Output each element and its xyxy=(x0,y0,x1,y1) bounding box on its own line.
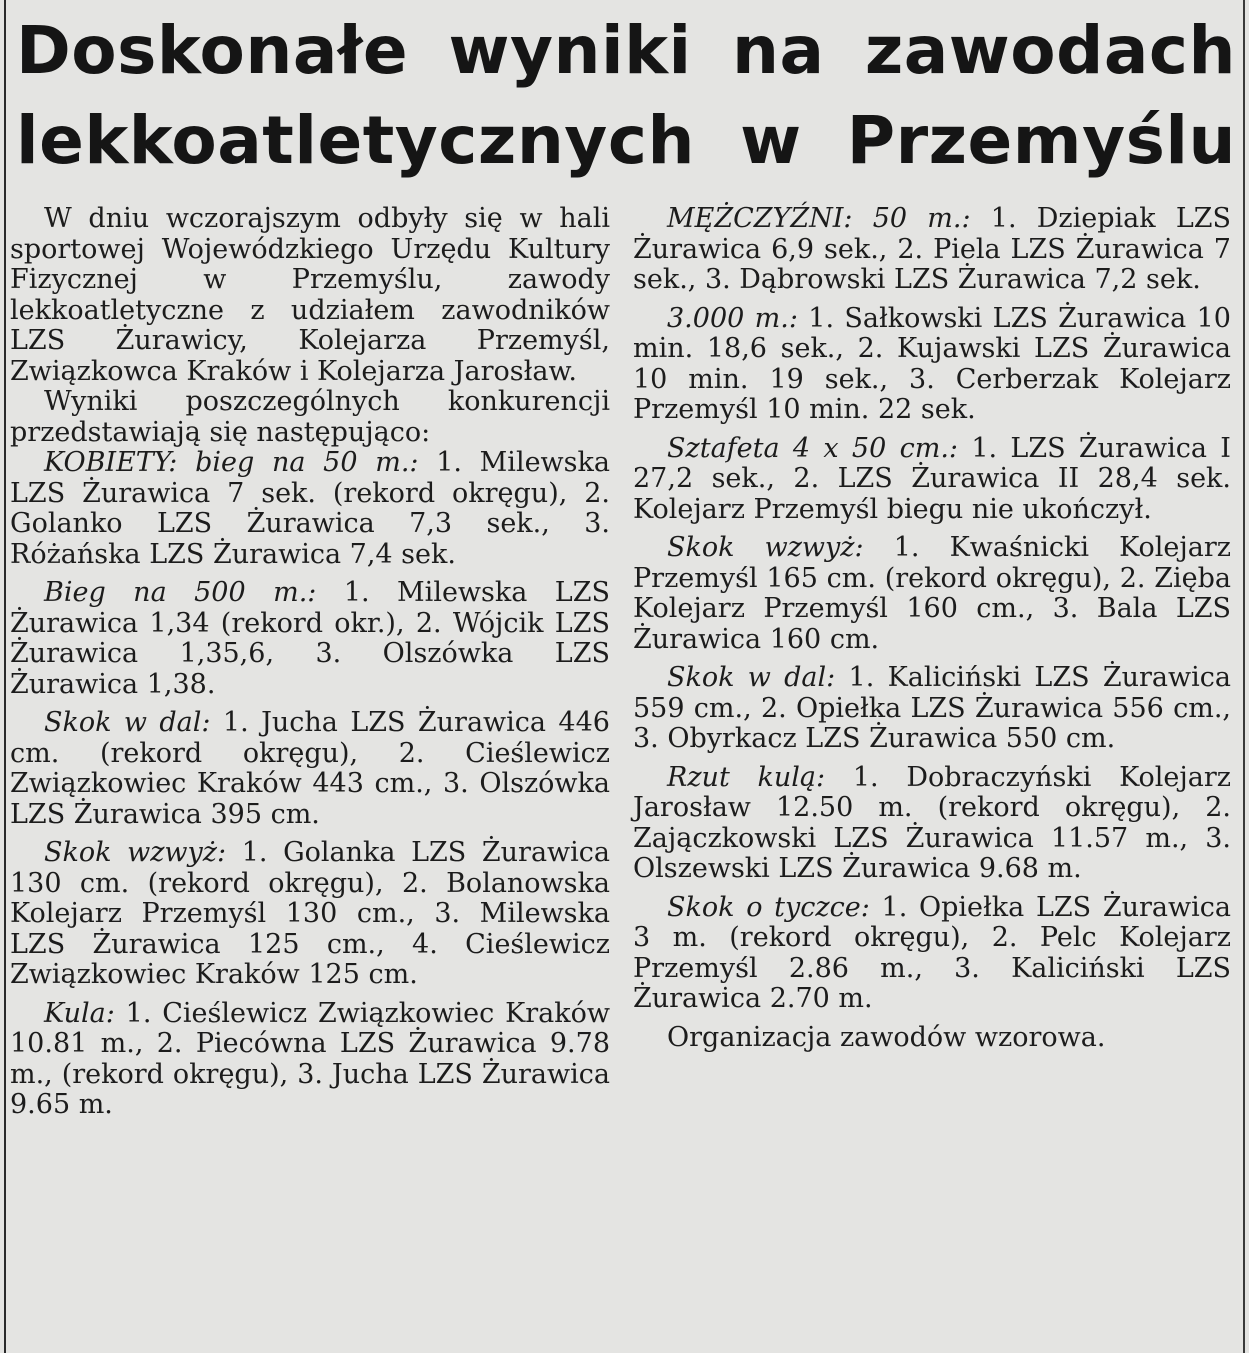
paragraph-text: 1. Golanka LZS Żurawica 130 cm. (rekord okręgu), 2. Bolanowska Kolejarz Przemyśl 130 cm., 3. Milewska LZS Żurawica 125 cm., 4. Cieślewicz Związkowiec Kraków 125 cm. xyxy=(10,837,611,990)
paragraph-text: 1. Milewska LZS Żurawica 1,34 (rekord okr.), 2. Wójcik LZS Żurawica 1,35,6, 3. Olszówka LZS Żurawica 1,38. xyxy=(10,577,610,700)
paragraph-text: 1. Dziepiak LZS Żurawica 6,9 sek., 2. Piela LZS Żurawica 7 sek., 3. Dąbrowski LZS Żurawica 7,2 sek. xyxy=(633,203,1232,295)
section-label: KOBIETY: bieg na 50 m.: xyxy=(44,447,419,478)
men-shot-put-results xyxy=(633,763,1231,885)
women-500m-results xyxy=(10,578,610,700)
section-label: Skok w dal: xyxy=(667,662,836,693)
paragraph-text: 1. Jucha LZS Żurawica 446 cm. (rekord okręgu), 2. Cieślewicz Związkowiec Kraków 443 cm., 3. Olszówka LZS Żurawica 395 cm. xyxy=(10,707,610,830)
men-long-jump-results xyxy=(633,663,1231,755)
intro-paragraph xyxy=(10,204,610,387)
closing-paragraph xyxy=(633,1023,1231,1054)
right-column xyxy=(633,204,1231,1061)
women-50m-results xyxy=(10,448,610,570)
men-pole-vault-results xyxy=(633,893,1231,1015)
section-label: MĘŻCZYŹNI: 50 m.: xyxy=(667,203,971,234)
section-label: Rzut kulą: xyxy=(667,761,826,793)
paragraph-text: W dniu wczorajszym odbyły się w hali sportowej Wojewódzkiego Urzędu Kultury Fizycznej w Przemyślu, zawody lekkoatletyczne z udziałem zawodników LZS Żurawicy, Kolejarza Przemyśl, Związkowca Kraków i Kolejarza Jarosław. xyxy=(10,203,610,387)
section-label: Bieg na 500 m.: xyxy=(44,577,317,608)
women-high-jump-results xyxy=(10,838,610,991)
left-column xyxy=(10,204,610,1129)
headline xyxy=(16,6,1236,186)
left-border-rule xyxy=(4,0,6,1353)
section-label: Skok wzwyż: xyxy=(667,532,864,563)
men-3000m-results xyxy=(633,304,1231,426)
right-border-rule xyxy=(1243,0,1245,1353)
women-shot-put-results xyxy=(10,999,610,1121)
paragraph-text: Organizacja zawodów wzorowa. xyxy=(667,1021,1106,1053)
paragraph-text: 1. Kwaśnicki Kolejarz Przemyśl 165 cm. (rekord okręgu), 2. Zięba Kolejarz Przemyśl 160 cm., 3. Bala LZS Żurawica 160 cm. xyxy=(633,532,1232,655)
section-label: Kula: xyxy=(44,997,115,1029)
headline-line-2: lekkoatletycznych w Przemyślu xyxy=(16,102,1236,179)
section-label: Skok w dal: xyxy=(44,707,211,738)
women-long-jump-results xyxy=(10,708,610,830)
paragraph-text: 1. Kaliciński LZS Żurawica 559 cm., 2. Opiełka LZS Żurawica 556 cm., 3. Obyrkacz LZS Żurawica 550 cm. xyxy=(633,662,1231,754)
section-label: Sztafeta 4 x 50 cm.: xyxy=(667,432,958,464)
headline-line-1: Doskonałe wyniki na zawodach xyxy=(16,12,1236,89)
paragraph-text: Wyniki poszczególnych konkurencji przedstawiają się następująco: xyxy=(10,386,610,448)
paragraph-text: 1. Milewska LZS Żurawica 7 sek. (rekord okręgu), 2. Golanko LZS Żurawica 7,3 sek., 3. Różańska LZS Żurawica 7,4 sek. xyxy=(10,447,610,570)
paragraph-text: 1. Opiełka LZS Żurawica 3 m. (rekord okręgu), 2. Pelc Kolejarz Przemyśl 2.86 m., 3. Kaliciński LZS Żurawica 2.70 m. xyxy=(633,891,1231,1014)
results-intro-paragraph xyxy=(10,387,610,448)
paragraph-text: 1. Cieślewicz Związkowiec Kraków 10.81 m., 2. Piecówna LZS Żurawica 9.78 m., (rekord okręgu), 3. Jucha LZS Żurawica 9.65 m. xyxy=(10,997,610,1120)
section-label: Skok wzwyż: xyxy=(44,837,227,868)
paragraph-text: 1. LZS Żurawica I 27,2 sek., 2. LZS Żurawica II 28,4 sek. Kolejarz Przemyśl biegu nie ukończył. xyxy=(633,432,1231,525)
paragraph-text: 1. Sałkowski LZS Żurawica 10 min. 18,6 sek., 2. Kujawski LZS Żurawica 10 min. 19 sek., 3. Cerberzak Kolejarz Przemyśl 10 min. 22 sek. xyxy=(633,302,1231,425)
men-high-jump-results xyxy=(633,533,1231,655)
section-label: Skok o tyczce: xyxy=(667,891,870,923)
men-50m-results xyxy=(633,204,1231,296)
men-relay-results xyxy=(633,434,1231,526)
section-label: 3.000 m.: xyxy=(667,302,798,334)
paragraph-text: 1. Dobraczyński Kolejarz Jarosław 12.50 m. (rekord okręgu), 2. Zajączkowski LZS Żurawica 11.57 m., 3. Olszewski LZS Żurawica 9.68 m. xyxy=(633,761,1231,884)
